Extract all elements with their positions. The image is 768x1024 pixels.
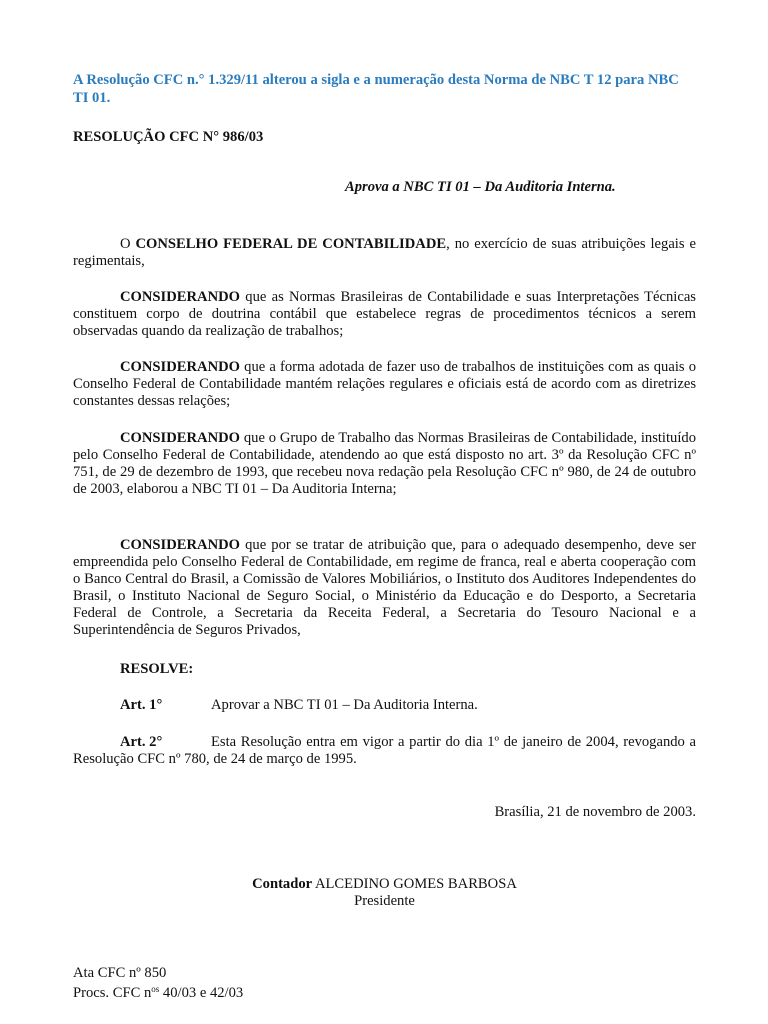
preamble-text: , no exercício de suas atribuições legais e regimentais, — [73, 236, 696, 269]
procs-numbers: 40/03 e 42/03 — [159, 985, 244, 1001]
preamble-prefix: O — [120, 236, 136, 252]
considerando-paragraph — [73, 430, 696, 498]
considerando-keyword: CONSIDERANDO — [120, 289, 241, 305]
signatory-title: Contador — [252, 876, 313, 892]
preamble-paragraph — [73, 236, 696, 270]
article-2 — [73, 734, 696, 768]
considerando-text: que o Grupo de Trabalho das Normas Brasileiras de Contabilidade, instituído pelo Conselho Federal de Contabilidade, atendendo ao que está disposto no art. 3º da Resolução CFC nº 751, de 29 de dezembro de 1993, que recebeu nova redação pela Resolução CFC nº 980, de 24 de outubro de 2003, elaborou a NBC TI 01 – Da Auditoria Interna; — [73, 430, 696, 497]
preamble-entity: CONSELHO FEDERAL DE CONTABILIDADE — [135, 236, 447, 252]
signatory-role: Presidente — [354, 893, 415, 909]
signatory — [73, 876, 696, 893]
considerando-paragraph — [73, 359, 696, 410]
article-label: Art. 1° — [120, 697, 163, 713]
considerando-paragraph — [73, 289, 696, 340]
resolution-ementa: Aprova a NBC TI 01 – Da Auditoria Interna. — [345, 179, 616, 195]
article-1 — [73, 697, 696, 714]
article-label: Art. 2° — [120, 734, 163, 750]
article-text: Esta Resolução entra em vigor a partir do dia 1º de janeiro de 2004, revogando a Resolução CFC nº 780, de 24 de março de 1995. — [73, 734, 696, 767]
considerando-text: que as Normas Brasileiras de Contabilidade e suas Interpretações Técnicas constituem corpo de doutrina contábil que estabelece regras de procedimentos técnicos a serem observadas quando da realização de trabalhos; — [73, 289, 696, 339]
signature-block — [73, 876, 696, 910]
procs-superscript: os — [151, 984, 160, 994]
amendment-note: A Resolução CFC n.° 1.329/11 alterou a sigla e a numeração desta Norma de NBC T 12 para NBC TI 01. — [73, 72, 679, 106]
footer-procs — [73, 985, 696, 1002]
considerando-text: que por se tratar de atribuição que, para o adequado desempenho, deve ser empreendida pelo Conselho Federal de Contabilidade, em regime de franca, real e aberta cooperação com o Banco Central do Brasil, a Comissão de Valores Mobiliários, o Instituto dos Auditores Independentes do Brasil, o Instituto Nacional de Seguro Social, o Ministério da Educação e do Desporto, a Secretaria Federal de Controle, a Secretaria da Receita Federal, a Secretaria do Tesouro Nacional e a Superintendência de Seguros Privados, — [73, 537, 696, 638]
resolution-title: RESOLUÇÃO CFC N° 986/03 — [73, 129, 264, 145]
article-text: Aprovar a NBC TI 01 – Da Auditoria Interna. — [211, 697, 478, 713]
signatory-name: ALCEDINO GOMES BARBOSA — [312, 876, 517, 892]
resolve-heading: RESOLVE: — [120, 661, 194, 677]
considerando-keyword: CONSIDERANDO — [120, 430, 241, 446]
considerando-keyword: CONSIDERANDO — [120, 359, 241, 375]
considerando-keyword: CONSIDERANDO — [120, 537, 241, 553]
considerando-text: que a forma adotada de fazer uso de trabalhos de instituições com as quais o Conselho Federal de Contabilidade mantém relações regulares e oficiais está de acordo com as diretrizes constantes dessas relações; — [73, 359, 696, 409]
procs-prefix: Procs. CFC n — [73, 985, 152, 1001]
considerando-paragraph — [73, 537, 696, 639]
place-and-date: Brasília, 21 de novembro de 2003. — [494, 804, 696, 820]
footer-ata: Ata CFC nº 850 — [73, 965, 167, 981]
document-page — [73, 0, 696, 1024]
